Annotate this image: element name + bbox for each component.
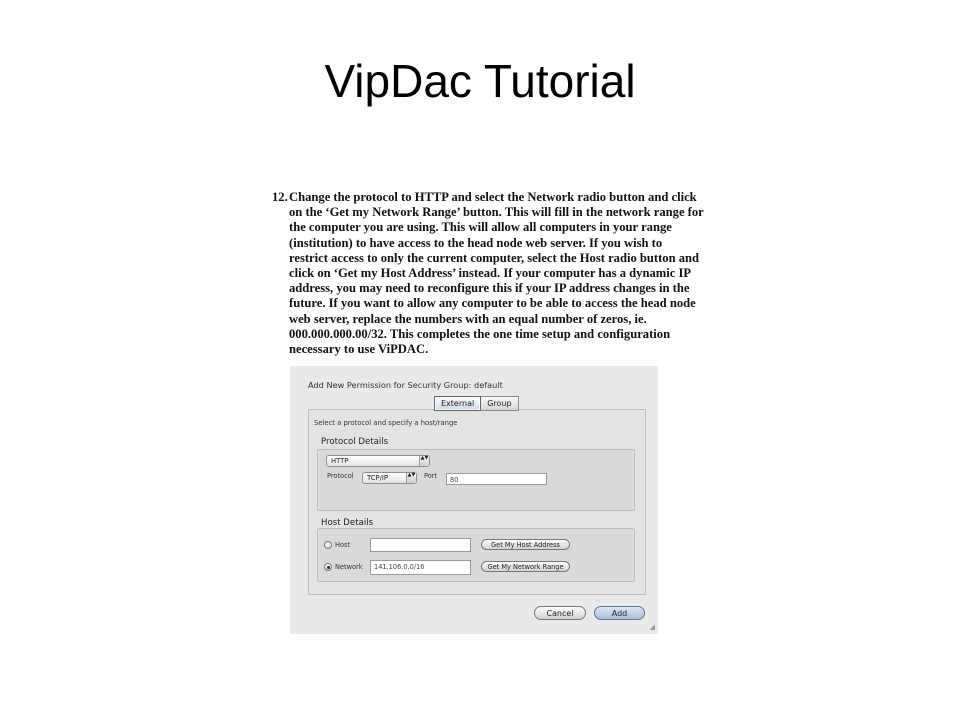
step-line: on the ‘Get my Network Range’ button. This will fill in the network range for <box>289 205 704 220</box>
port-label: Port <box>424 472 438 480</box>
get-network-range-button[interactable]: Get My Network Range <box>481 561 570 572</box>
step-line: the computer you are using. This will allow all computers in your range <box>289 220 672 235</box>
port-input[interactable]: 80 <box>446 473 547 485</box>
network-radio-label: Network <box>335 563 363 571</box>
host-details-label: Host Details <box>321 518 374 528</box>
host-details-group <box>317 528 635 582</box>
network-radio[interactable] <box>324 563 332 571</box>
dialog-title: Add New Permission for Security Group: default <box>308 380 503 390</box>
select-arrows-icon: ▲▼ <box>406 473 416 483</box>
step-line: web server, replace the numbers with an equal number of zeros, ie. <box>289 311 647 326</box>
add-button[interactable]: Add <box>594 606 645 620</box>
tab-panel <box>308 409 646 595</box>
step-line: restrict access to only the current computer, select the Host radio button and <box>289 250 700 265</box>
host-input[interactable] <box>370 538 471 552</box>
step-line: click on ‘Get my Host Address’ instead. If your computer has a dynamic IP <box>289 266 692 281</box>
step-line: future. If you want to allow any computer to be able to access the head node <box>289 296 696 311</box>
transport-select-value: TCP/IP <box>367 474 388 482</box>
resize-grip-icon[interactable]: ◢ <box>649 623 655 631</box>
permission-dialog <box>290 366 658 634</box>
step-number: 12. <box>272 190 288 204</box>
transport-select[interactable] <box>362 472 417 484</box>
instruction-step <box>272 190 712 357</box>
step-line: 000.000.000.00/32. This completes the one time setup and configuration <box>289 326 671 341</box>
slide-title: VipDac Tutorial <box>324 55 636 107</box>
get-host-address-button[interactable]: Get My Host Address <box>481 539 570 550</box>
tab-bar <box>434 396 519 410</box>
select-arrows-icon: ▲▼ <box>419 456 429 466</box>
cancel-button[interactable]: Cancel <box>534 606 586 620</box>
step-line: address, you may need to reconfigure this if your IP address changes in the <box>289 281 690 296</box>
step-line: (institution) to have access to the head node web server. If you wish to <box>289 235 663 250</box>
host-radio[interactable] <box>324 541 332 549</box>
protocol-select[interactable] <box>326 455 430 467</box>
step-line: Change the protocol to HTTP and select the Network radio button and click <box>289 190 697 204</box>
protocol-details-group <box>317 449 635 511</box>
host-radio-label: Host <box>335 541 351 549</box>
network-input[interactable]: 141.106.0.0/16 <box>370 560 471 575</box>
step-line: necessary to use ViPDAC. <box>289 342 429 357</box>
tab-group[interactable]: Group <box>481 396 518 411</box>
protocol-select-value: HTTP <box>331 457 349 465</box>
instruction-text: Select a protocol and specify a host/range <box>314 419 458 427</box>
protocol-label: Protocol <box>327 472 354 480</box>
tab-external[interactable]: External <box>434 396 481 411</box>
protocol-details-label: Protocol Details <box>321 437 389 447</box>
